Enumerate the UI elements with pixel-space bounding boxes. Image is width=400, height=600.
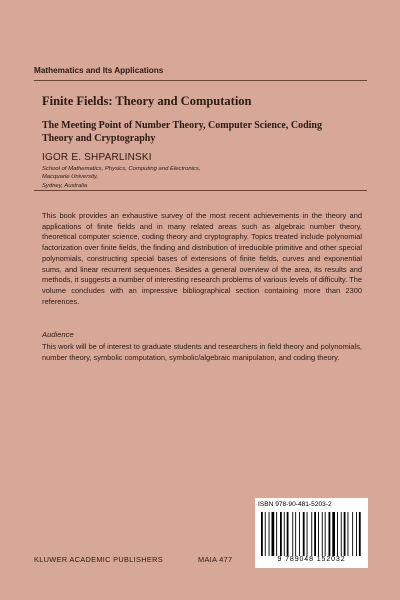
publisher-name: KLUWER ACADEMIC PUBLISHERS [34, 555, 163, 564]
book-title: Finite Fields: Theory and Computation [42, 94, 252, 108]
barcode-icon [261, 512, 362, 556]
section-rule [34, 190, 367, 191]
affiliation-line-2: Macquarie University, [42, 174, 99, 181]
audience-heading: Audience [42, 330, 74, 339]
affiliation-line-1: School of Mathematics, Physics, Computing and Electronics, [42, 166, 201, 172]
author-affiliation [42, 165, 342, 190]
isbn-label: ISBN 978-90-481-5203-2 [258, 501, 332, 508]
book-description: This book provides an exhaustive survey of the most recent achievements in the theory and applications of finite fields and in many related areas such as algebraic number theory, theoretical computer science, coding theory and cryptography. Topics treated include polynomial factorization over finite fields, the finding and distribution of irreducible primitive and other special polynomials, constructing special bases of extensions of finite fields, curves and exponential sums, and linear recurrent sequences. Besides a general overview of the area, its results and methods, it suggests a number of interesting research problems of various levels of difficulty. The volume concludes with an impressive bibliographical section containing more than 2300 references. [42, 211, 362, 306]
series-rule [34, 80, 367, 81]
barcode-panel [255, 498, 368, 568]
barcode-digits: 9 789048 152032 [277, 556, 346, 563]
series-name: Mathematics and Its Applications [34, 66, 164, 75]
series-code: MAIA 477 [198, 555, 233, 564]
book-subtitle: The Meeting Point of Number Theory, Computer Science, Coding Theory and Cryptography [42, 120, 322, 144]
audience-text: This work will be of interest to graduate students and researchers in field theory and polynomials, number theory, symbolic computation, symbolic/algebraic manipulation, and coding theory. [42, 342, 362, 362]
affiliation-line-3: Sydney, Australia [42, 182, 88, 189]
author-name: IGOR E. SHPARLINSKI [42, 152, 152, 163]
